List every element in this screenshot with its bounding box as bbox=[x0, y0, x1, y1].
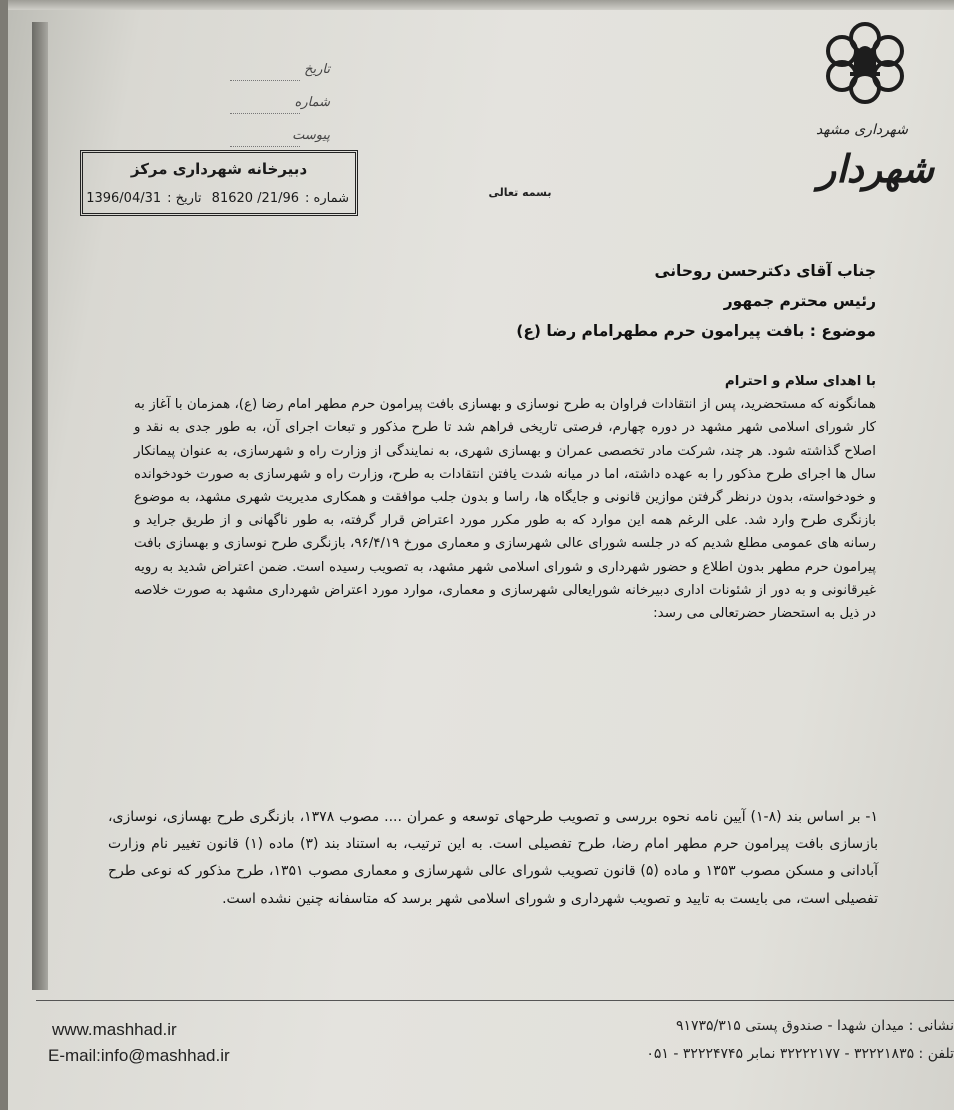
stamp-details bbox=[80, 191, 349, 206]
letterhead bbox=[790, 18, 940, 208]
meta-date-label: تاریخ bbox=[304, 62, 330, 77]
page-left-shadow bbox=[32, 22, 48, 990]
footer-phone: تلفن : ۳۲۲۲۱۸۳۵ - ۳۲۲۲۲۱۷۷ نمابر ۳۲۲۲۴۷۴۵ - ۰۵۱ bbox=[646, 1046, 954, 1062]
letterhead-org-line: شهرداری مشهد bbox=[816, 122, 908, 138]
subject-label: موضوع : bbox=[809, 322, 876, 340]
footer-address: نشانی : میدان شهدا - صندوق پستی ۹۱۷۳۵/۳۱۵ bbox=[675, 1018, 954, 1034]
stamp-number-label: شماره : bbox=[305, 191, 349, 206]
addressee-block bbox=[276, 256, 876, 346]
footer-divider bbox=[36, 1000, 954, 1001]
meta-attachment-label: پیوست bbox=[292, 128, 330, 143]
body-paragraph-2: ۱- بر اساس بند (۸-۱) آیین نامه نحوه بررسی و تصویب طرحهای توسعه و عمران .... مصوب ۱۳۷۸، بازنگری طرح بهسازی، نوسازی، بازسازی بافت پیرامون حرم مطهر امام رضا، طرح تفصیلی است. به این ترتیب، به استناد بند (۳) ماده (۱) قانون تغییر نام وزارت آبادانی و مسکن مصوب ۱۳۵۳ و ماده (۵) قانون تصویب شورای عالی شهرسازی و معماری مصوب ۱۳۵۱، طرح مذکور که نوعی طرح تفصیلی است، می بایست به تایید و تصویب شهرداری و شورای اسلامی شهر برسد که متاسفانه چنین نشده است. bbox=[108, 809, 879, 907]
addressee-name: جناب آقای دکترحسن روحانی bbox=[654, 262, 876, 280]
subject-line bbox=[276, 316, 876, 346]
secretariat-stamp bbox=[80, 150, 358, 216]
page-top-edge bbox=[8, 0, 954, 10]
meta-date-row bbox=[230, 58, 330, 91]
greeting: با اهدای سلام و احترام bbox=[724, 374, 876, 389]
subject-text: بافت پیرامون حرم مطهرامام رضا (ع) bbox=[516, 322, 805, 340]
stamp-title: دبیرخانه شهرداری مرکز bbox=[130, 160, 308, 178]
stamp-number-value: 21/96/ 81620 bbox=[211, 191, 300, 206]
mashhad-municipality-logo-icon bbox=[820, 18, 910, 108]
letter-page bbox=[8, 0, 954, 1110]
meta-number-label: شماره bbox=[294, 95, 330, 110]
invocation: بسمه تعالی bbox=[488, 186, 552, 199]
body-paragraph-1: همانگونه که مستحضرید، پس از انتقادات فراوان به طرح نوسازی و بهسازی بافت پیرامون حرم مطهر امام رضا (ع)، همزمان با آغاز به کار شورای اسلامی شهر مشهد در دوره چهارم، فرصتی تاریخی فراهم شد تا طرح مذکور و تبعات اجرای آن، به طور جدی به نقد و اصلاح گذاشته شود. هر چند، شرکت مادر تخصصی عمران و بهسازی شهری، به نمایندگی از وزارت راه و شهرسازی، به عنوان پیمانکار سال ها اجرای طرح مذکور را به عهده داشته، اما در میانه شدت یافتن انتقادات به طرح، وزارت راه و شهرسازی به صورت خودخوانده و خودخواسته، بدون درنظر گرفتن موازین قانونی و جایگاه ها، راسا و بدون جلب موافقت و همکاری مدیریت شهری مشهد، به موضوع بازنگری طرح وارد شد. علی الرغم همه این موارد که به طور مکرر مورد اعتراض قرار گرفته، به طور ناگهانی و از طریق جراید و رسانه های عمومی مطلع شدیم که در جلسه شورای عالی شهرسازی و معماری مورخ ۹۶/۴/۱۹، بازنگری طرح نوسازی و بهسازی بافت پیرامون حرم مطهر بدون اطلاع و حضور شهرداری و شورای اسلامی شهر مشهد، به تصویب رسیده است. ضمن اعتراض شدید به رویه غیرقانونی و به دور از شئونات اداری دبیرخانه شورایعالی شهرسازی و معماری، موارد مورد اعتراض شهرداری مشهد به صورت خلاصه در ذیل به استحضار حضرتعالی می رسد: bbox=[134, 397, 876, 622]
letterhead-title: شهردار bbox=[817, 146, 934, 191]
meta-number-row bbox=[230, 91, 330, 124]
letter-body bbox=[134, 370, 876, 625]
addressee-position: رئیس محترم جمهور bbox=[723, 292, 876, 310]
stamp-date-label: تاریخ : bbox=[167, 191, 202, 206]
stamp-date-value: 1396/04/31 bbox=[86, 191, 162, 206]
letter-meta-fields bbox=[230, 58, 330, 157]
footer-email: E-mail:info@mashhad.ir bbox=[48, 1046, 230, 1065]
footer-website: www.mashhad.ir bbox=[52, 1020, 177, 1039]
